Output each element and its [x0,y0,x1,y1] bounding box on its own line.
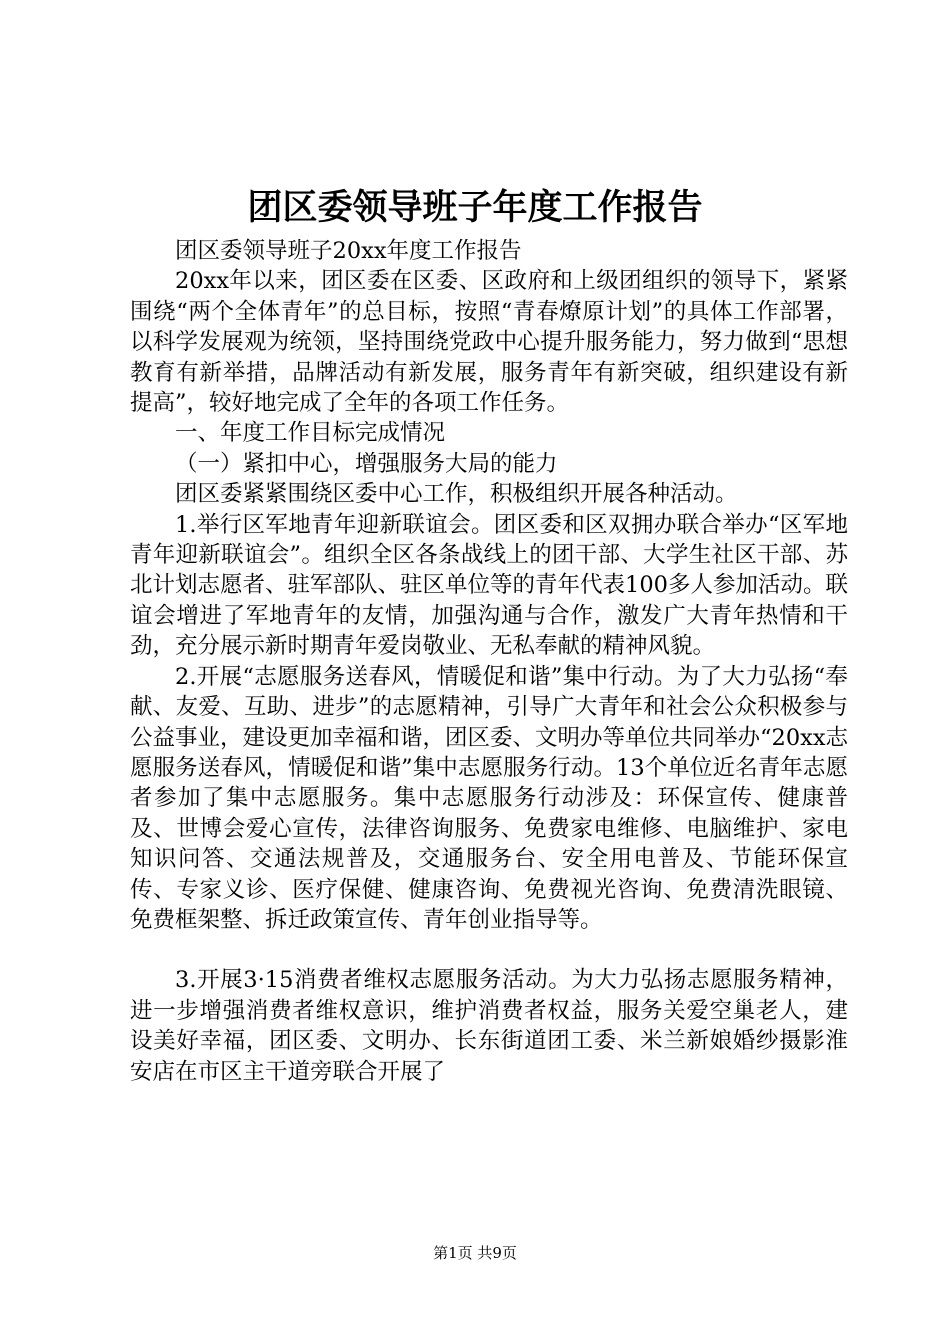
section-heading-1: 一、年度工作目标完成情况 [175,420,446,447]
paragraph-summary: 团区委紧紧围绕区委中心工作，积极组织开展各种活动。 [175,481,738,508]
paragraph-intro: 20xx年以来，团区委在区委、区政府和上级团组织的领导下，紧紧围绕“两个全体青年”的总目标，按照“青春燎原计划”的具体工作部署，以科学发展观为统领，坚持围绕党政中心提升服务能力，努力做到“思想教育有新举措，品牌活动有新发展，服务青年有新突破，组织建设有新提高”，较好地完成了全年的各项工作任务。 [130,268,848,417]
subsection-heading-1: （一）紧扣中心，增强服务大局的能力 [175,450,558,477]
paragraph-item-1: 1.举行区军地青年迎新联谊会。团区委和区双拥办联合举办“区军地青年迎新联谊会”。组织全区各条战线上的团干部、大学生社区干部、苏北计划志愿者、驻军部队、驻区单位等的青年代表100多人参加活动。联谊会增进了军地青年的友情，加强沟通与合作，激发广大青年热情和干劲，充分展示新时期青年爱岗敬业、无私奉献的精神风貌。 [130,511,848,660]
document-title: 团区委领导班子年度工作报告 [247,187,703,228]
page-footer: 第1页 共9页 [433,1244,517,1262]
paragraph-item-3: 3.开展3·15消费者维权志愿服务活动。为大力弘扬志愿服务精神，进一步增强消费者维权意识，维护消费者权益，服务关爱空巢老人，建设美好幸福，团区委、文明办、长东街道团工委、米兰新娘婚纱摄影淮安店在市区主干道旁联合开展了 [130,967,848,1085]
paragraph-item-2: 2.开展“志愿服务送春风，情暖促和谐”集中行动。为了大力弘扬“奉献、友爱、互助、进步”的志愿精神，引导广大青年和社会公众积极参与公益事业，建设更加幸福和谐，团区委、文明办等单位共同举办“20xx志愿服务送春风，情暖促和谐”集中志愿服务行动。13个单位近名青年志愿者参加了集中志愿服务。集中志愿服务行动涉及：环保宣传、健康普及、世博会爱心宣传，法律咨询服务、免费家电维修、电脑维护、家电知识问答、交通法规普及，交通服务台、安全用电普及、节能环保宣传、专家义诊、医疗保健、健康咨询、免费视光咨询、免费清洗眼镜、免费框架整、拆迁政策宣传、青年创业指导等。 [130,663,849,933]
document-body [130,236,848,1087]
paragraph-report-heading: 团区委领导班子20xx年度工作报告 [175,238,522,264]
